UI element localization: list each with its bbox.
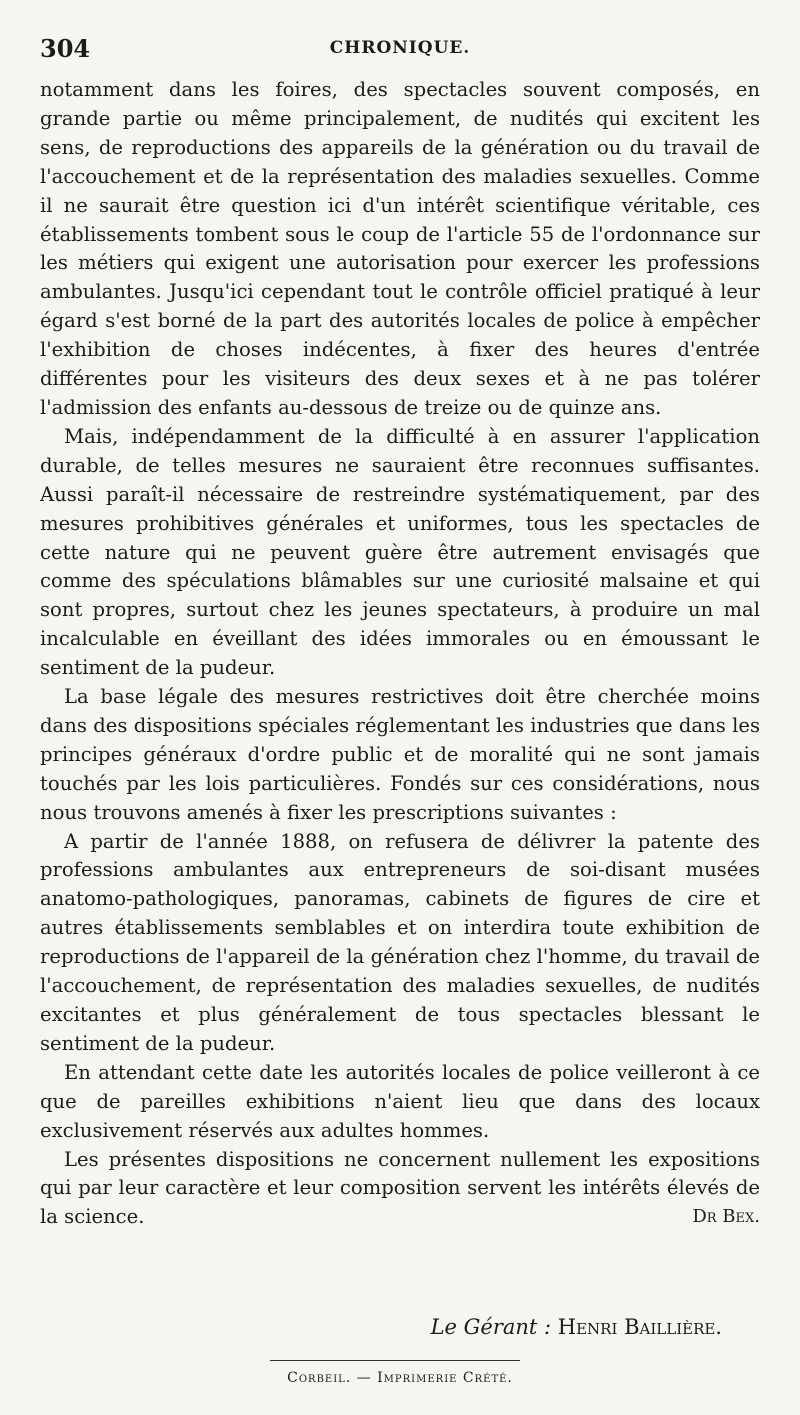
- gerant-name: Henri Baillière.: [557, 1315, 722, 1339]
- paragraph: Les présentes dispositions ne concernent nullement les expositions qui par leur caractère et leur composition servent les intérêts élevés de la science.: [40, 1147, 760, 1229]
- paragraph: A partir de l'année 1888, on refusera de délivrer la patente des professions ambulantes aux entrepreneurs de soi-disant musées anatomo-pathologiques, panoramas, cabinets de figures de cire et autres établissements semblables et on interdira toute exhibition de reproductions de l'appareil de la génération chez l'homme, du travail de l'accouchement, de représentation des maladies sexuelles, de nudités excitantes et plus généralement de tous spectacles blessant le sentiment de la pudeur.: [40, 829, 760, 1055]
- paragraph: La base légale des mesures restrictives doit être cherchée moins dans des dispositions spéciales réglementant les industries que dans les principes généraux d'ordre public et de moralité qui ne sont jamais touchés par les lois particulières. Fondés sur ces considérations, nous nous trouvons amenés à fixer les prescriptions suivantes :: [40, 685, 760, 824]
- printer-footer: Corbeil. — Imprimerie Crété.: [287, 1370, 513, 1386]
- gerant-label: Le Gérant :: [430, 1315, 552, 1339]
- running-title: CHRONIQUE.: [329, 38, 471, 58]
- signature: Dr Bex.: [692, 1206, 760, 1228]
- paragraph: En attendant cette date les autorités locales de police veilleront à ce que de pareilles exhibitions n'aient lieu que dans des locaux exclusivement réservés aux adultes hommes.: [40, 1060, 760, 1142]
- footer-rule: [270, 1360, 520, 1361]
- article-body: [40, 76, 760, 1232]
- page-header: [40, 34, 760, 64]
- gerant-line: [431, 1315, 722, 1339]
- paragraph: Mais, indépendamment de la difficulté à en assurer l'application durable, de telles mesures ne sauraient être reconnues suffisantes. Aussi paraît-il nécessaire de restreindre systématiquement, par des mesures prohibitives générales et uniformes, tous les spectacles de cette nature qui ne peuvent guère être autrement envisagés que comme des spéculations blâmables sur une curiosité malsaine et qui sont propres, surtout chez les jeunes spectateurs, à produire un mal incalculable en éveillant des idées immorales ou en émoussant le sentiment de la pudeur.: [40, 424, 760, 680]
- paragraph: notamment dans les foires, des spectacles souvent composés, en grande partie ou même principalement, de nudités qui excitent les sens, de reproductions des appareils de la génération ou du travail de l'accouchement et de la représentation des maladies sexuelles. Comme il ne saurait être question ici d'un intérêt scientifique véritable, ces établissements tombent sous le coup de l'article 55 de l'ordonnance sur les métiers qui exigent une autorisation pour exercer les professions ambulantes. Jusqu'ici cependant tout le contrôle officiel pratiqué à leur égard s'est borné de la part des autorités locales de police à empêcher l'exhibition de choses indécentes, à fixer des heures d'entrée différentes pour les visiteurs des deux sexes et à ne pas tolérer l'admission des enfants au-dessous de treize ou de quinze ans.: [40, 78, 760, 419]
- page-number: 304: [40, 34, 91, 63]
- paragraph-last: [40, 1146, 760, 1233]
